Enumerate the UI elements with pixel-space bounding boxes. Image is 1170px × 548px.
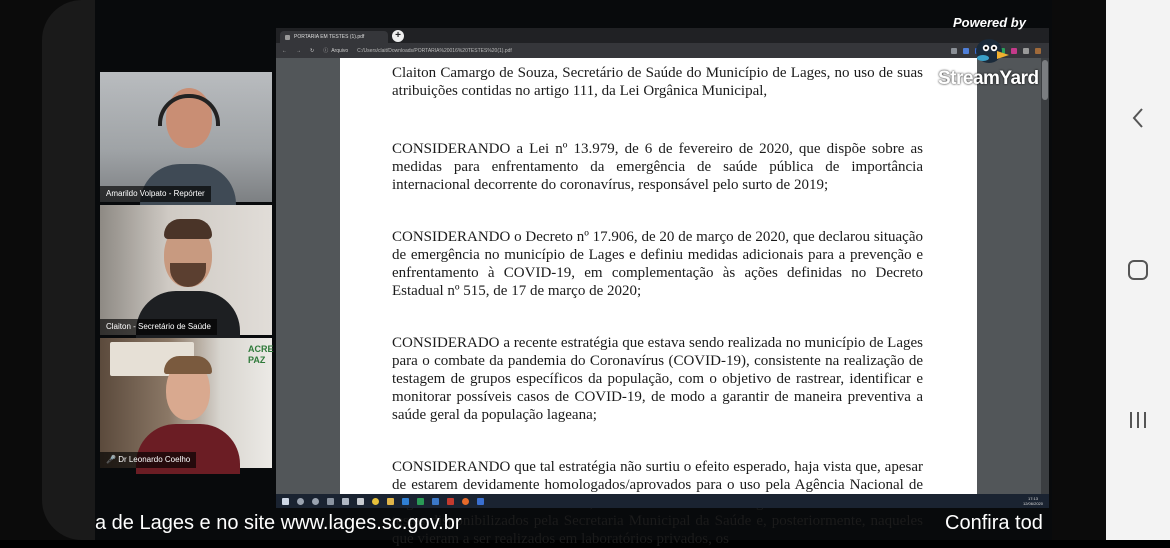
guest-name-label: Amarildo Volpato - Repórter [100, 186, 211, 202]
clock-date: 12/06/2020 [1022, 501, 1043, 506]
home-button[interactable] [1106, 248, 1170, 292]
site-label: Arquivo [331, 47, 349, 54]
chevron-left-icon [1130, 106, 1146, 130]
taskbar-clock [1023, 496, 1049, 506]
windows-taskbar [276, 494, 1049, 508]
excel-icon[interactable] [417, 498, 424, 505]
clock-time: 17:13 [1027, 496, 1038, 501]
mic-icon: 🎤 [106, 455, 119, 464]
pdf-page [340, 58, 977, 547]
app-icon[interactable] [357, 498, 364, 505]
ticker-text-left: a de Lages e no site www.lages.sc.gov.br [95, 512, 462, 534]
extension-icon[interactable] [1023, 48, 1029, 54]
pdf-paragraph: CONSIDERANDO que tal estratégia não surtiu o efeito esperado, haja vista que, apesar de estarem devidamente homologados/aprovados para o uso pela Agência Nacional de testes disponibilizados pela Secretaria Municipal da Saúde e, posteriormente, naqueles que vieram a ser realizados em laboratórios privados, os [392, 459, 923, 547]
app-icon[interactable] [402, 498, 409, 505]
chrome-icon[interactable] [372, 498, 379, 505]
back-icon[interactable]: ← [282, 47, 287, 54]
pdf-paragraph: CONSIDERANDO a Lei nº 13.979, de 6 de fevereiro de 2020, que dispõe sobre as medidas para enfrentamento da emergência de saúde pública de importância internacional decorrente do coronavírus, responsável pelo surto de 2019; [392, 141, 923, 193]
calculator-icon[interactable] [342, 498, 349, 505]
task-view-icon[interactable] [327, 498, 334, 505]
browser-tab[interactable]: PORTARIA EM TESTES (1).pdf [280, 31, 388, 43]
guest-name-text: Dr Leonardo Coelho [118, 455, 191, 464]
guest-name-label [100, 452, 196, 468]
recents-bars-icon [1127, 409, 1149, 431]
recents-button[interactable] [1106, 398, 1170, 442]
zoom-icon[interactable] [951, 48, 957, 54]
file-explorer-icon[interactable] [387, 498, 394, 505]
search-icon[interactable] [297, 498, 304, 505]
guest-tile-reporter [100, 72, 272, 202]
info-icon[interactable]: ⓘ [323, 48, 329, 54]
bookmark-star-icon[interactable] [963, 48, 969, 54]
guest-tile-secretary [100, 205, 272, 335]
phone-bezel-right [1052, 0, 1106, 540]
powered-by-label: Powered by [953, 15, 1026, 30]
pdf-scrollbar[interactable] [1041, 58, 1049, 494]
media-player-icon[interactable] [447, 498, 454, 505]
broadcast-stage [95, 0, 1052, 547]
url-field[interactable]: C:/Users/clait/Downloads/PORTARIA%20016%20TESTES%20(1).pdf [357, 47, 512, 54]
app-icon[interactable] [477, 498, 484, 505]
back-button[interactable] [1106, 96, 1170, 140]
browser-tab-bar [276, 28, 1049, 43]
scrollbar-thumb[interactable] [1042, 60, 1048, 100]
reload-icon[interactable]: ↻ [310, 47, 315, 54]
streamyard-otter-logo [973, 35, 1011, 65]
word-icon[interactable] [432, 498, 439, 505]
ticker-text-right: Confira tod [945, 512, 1043, 534]
guest-name-label: Claiton - Secretário de Saúde [100, 319, 217, 335]
new-tab-button[interactable]: + [392, 30, 404, 42]
pdf-paragraph: CONSIDERADO a recente estratégia que estava sendo realizada no município de Lages para o combate da pandemia do Coronavírus (COVID-19), consistente na realização de testagem de grupos específicos da população, com o objetivo de rastrear, identificar e monitorar possíveis casos de COVID-19, de modo a garantir de maneira preventiva a saúde geral da população lageana; [392, 335, 923, 423]
phone-bezel-left [0, 0, 95, 540]
firefox-icon[interactable] [462, 498, 469, 505]
extension-icon[interactable] [1011, 48, 1017, 54]
pdf-paragraph: CONSIDERANDO o Decreto nº 17.906, de 20 de março de 2020, que declarou situação de emergência no município de Lages e definiu medidas adicionais para a prevenção e enfrentamento à COVID-19, em complementação às ações definidas no Decreto Estadual nº 515, de 17 de março de 2020; [392, 229, 923, 299]
streamyard-brand: StreamYard [938, 68, 1039, 89]
address-bar [276, 43, 1049, 58]
windows-start-icon[interactable] [282, 498, 289, 505]
square-home-icon [1127, 259, 1149, 281]
guest-tile-doctor: ACRE PAZ 🎤 Dr Leonardo Coelho [100, 338, 272, 468]
android-nav-bar [1106, 0, 1170, 540]
cortana-icon[interactable] [312, 498, 319, 505]
forward-icon[interactable]: → [296, 47, 301, 54]
profile-avatar-icon[interactable] [1035, 48, 1041, 54]
pdf-paragraph: Claiton Camargo de Souza, Secretário de Saúde do Município de Lages, no uso de suas atribuições contidas no artigo 111, da Lei Orgânica Municipal, [392, 65, 923, 99]
